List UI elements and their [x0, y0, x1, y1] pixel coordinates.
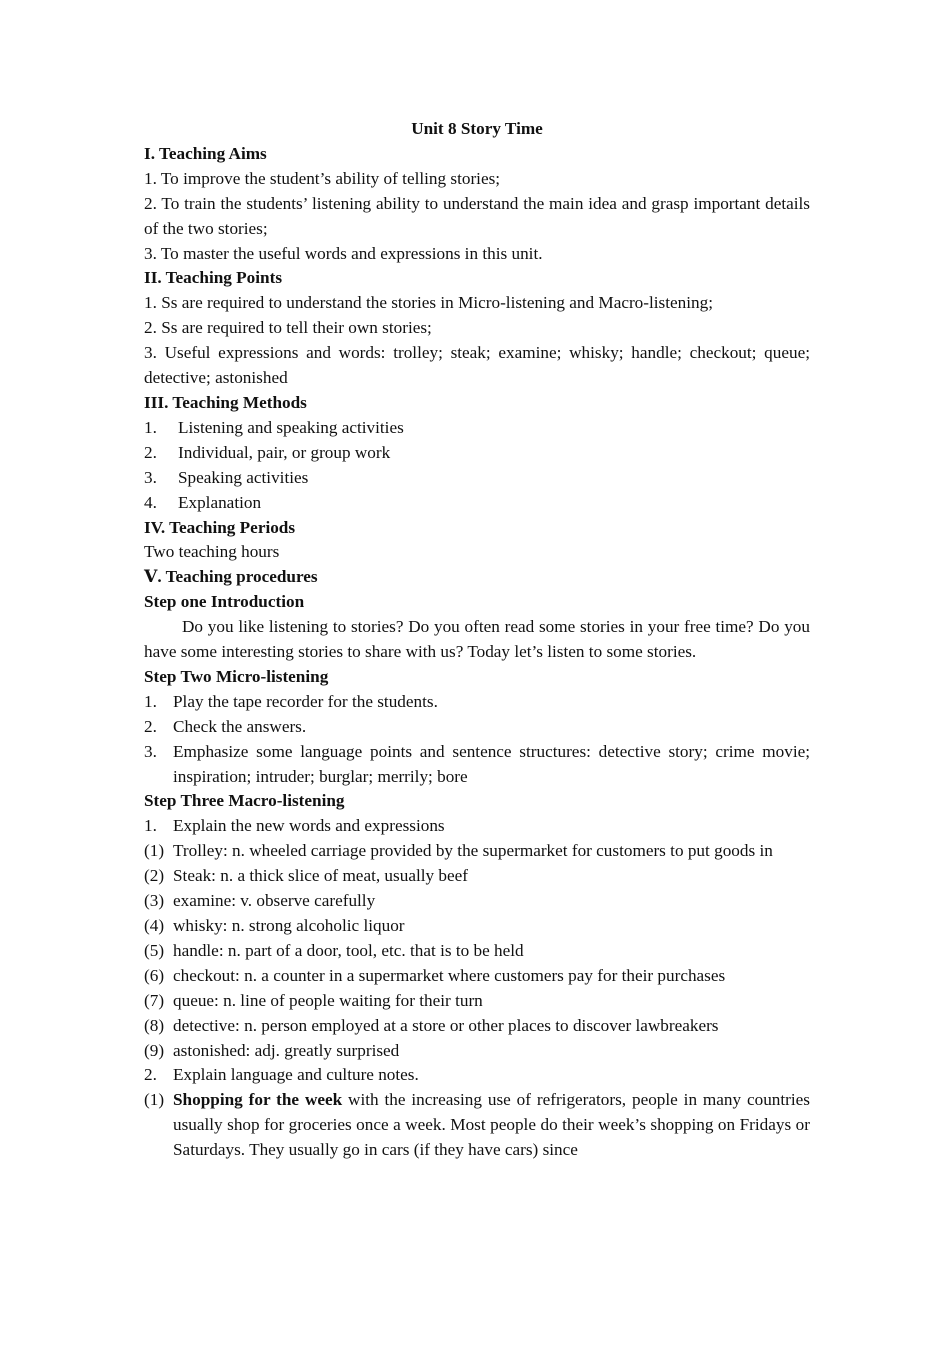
method-item — [144, 466, 810, 491]
item-number: 2. — [144, 1065, 157, 1085]
step-one-heading: Step one Introduction — [144, 592, 305, 612]
step-three-subheading — [144, 814, 810, 839]
item-text: Check the answers. — [173, 716, 307, 736]
item-text: Explain language and culture notes. — [173, 1065, 419, 1085]
vocab-number: (4) — [144, 916, 165, 935]
aim-item: 3. To master the useful words and expressions in this unit. — [144, 243, 543, 263]
method-number: 2. — [144, 442, 157, 462]
vocab-number: (8) — [144, 1015, 165, 1035]
vocab-number: (7) — [144, 990, 165, 1010]
step-two-item — [144, 690, 810, 715]
heading-teaching-periods: IV. Teaching Periods — [144, 517, 296, 537]
page-title: Unit 8 Story Time — [411, 119, 543, 138]
point-item: 2. Ss are required to tell their own stories; — [144, 318, 432, 338]
step-two-heading: Step Two Micro-listening — [144, 666, 329, 686]
vocab-number: (2) — [144, 866, 165, 886]
step-three-subheading — [144, 1063, 810, 1088]
item-text: Emphasize some language points and sentence structures: detective story; crime movie; inspiration; intruder; burglar; merrily; bore — [173, 741, 810, 786]
heading-teaching-methods: III. Teaching Methods — [144, 392, 307, 412]
point-item: 3. Useful expressions and words: trolley; steak; examine; whisky; handle; checkout; queue; detective; astonished — [144, 343, 810, 388]
note-text: with the increasing use of refrigerators, people in many countries usually shop for groceries once a week. Most people do their week’s shopping on Fridays or Saturdays. They usually go in cars (if they have cars) since — [173, 1090, 810, 1160]
vocab-item — [144, 839, 810, 864]
vocab-text: checkout: n. a counter in a supermarket where customers pay for their purchases — [173, 965, 726, 985]
step-two-item — [144, 715, 810, 740]
vocab-number: (5) — [144, 940, 165, 960]
item-text: Explain the new words and expressions — [173, 816, 445, 836]
vocab-item — [144, 939, 810, 964]
point-item: 1. Ss are required to understand the stories in Micro-listening and Macro-listening; — [144, 293, 713, 313]
vocab-number: (6) — [144, 965, 165, 985]
vocab-item — [144, 989, 810, 1014]
vocab-item — [144, 964, 810, 989]
vocab-item — [144, 889, 810, 914]
vocab-text: Steak: n. a thick slice of meat, usually beef — [173, 866, 468, 886]
note-term: Shopping for the week — [173, 1090, 343, 1110]
vocab-text: astonished: adj. greatly surprised — [173, 1040, 400, 1060]
vocab-number: (1) — [144, 841, 165, 861]
method-item — [144, 491, 810, 516]
step-three-heading: Step Three Macro-listening — [144, 791, 345, 811]
vocab-text: queue: n. line of people waiting for their turn — [173, 990, 483, 1010]
vocab-text: examine: v. observe carefully — [173, 891, 376, 911]
method-item — [144, 416, 810, 441]
item-number: 2. — [144, 716, 157, 736]
document-page — [144, 117, 810, 1163]
item-number: 1. — [144, 816, 157, 836]
heading-teaching-procedures: Ⅴ. Teaching procedures — [144, 567, 318, 587]
vocab-item — [144, 1014, 810, 1039]
aim-item: 2. To train the students’ listening ability to understand the main idea and grasp important details of the two stories; — [144, 193, 810, 238]
heading-teaching-aims: I. Teaching Aims — [144, 143, 267, 163]
method-number: 4. — [144, 492, 157, 512]
vocab-item — [144, 864, 810, 889]
vocab-text: handle: n. part of a door, tool, etc. that is to be held — [173, 940, 524, 960]
note-body — [173, 1088, 810, 1163]
item-text: Play the tape recorder for the students. — [173, 691, 438, 711]
method-text: Individual, pair, or group work — [178, 442, 391, 462]
vocab-text: detective: n. person employed at a store or other places to discover lawbreakers — [173, 1015, 719, 1035]
vocab-number: (3) — [144, 891, 165, 911]
method-number: 1. — [144, 417, 157, 437]
note-number: (1) — [144, 1090, 165, 1110]
method-text: Listening and speaking activities — [178, 417, 404, 437]
step-two-item — [144, 740, 810, 790]
heading-teaching-points: II. Teaching Points — [144, 268, 283, 288]
method-number: 3. — [144, 467, 157, 487]
aim-item: 1. To improve the student’s ability of telling stories; — [144, 168, 501, 188]
method-item — [144, 441, 810, 466]
item-number: 3. — [144, 741, 157, 761]
vocab-item — [144, 914, 810, 939]
culture-note — [144, 1088, 810, 1163]
item-number: 1. — [144, 691, 157, 711]
vocab-text: whisky: n. strong alcoholic liquor — [173, 916, 405, 935]
step-one-text: Do you like listening to stories? Do you often read some stories in your free time? Do you have some interesting stories to share with us? Today let’s listen to some stories. — [144, 617, 810, 662]
periods-text: Two teaching hours — [144, 542, 280, 562]
method-text: Explanation — [178, 492, 262, 512]
vocab-text: Trolley: n. wheeled carriage provided by the supermarket for customers to put goods in — [173, 841, 773, 861]
method-text: Speaking activities — [178, 467, 309, 487]
vocab-number: (9) — [144, 1040, 165, 1060]
vocab-item — [144, 1039, 810, 1064]
